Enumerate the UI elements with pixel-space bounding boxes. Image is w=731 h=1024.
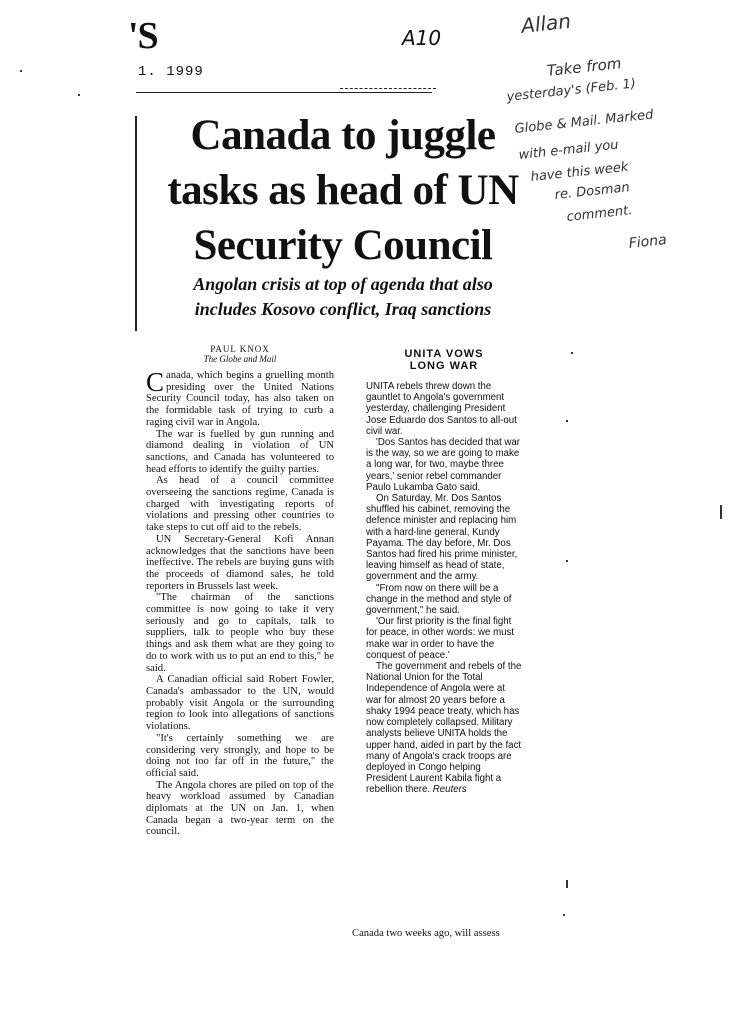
story-paragraph: A Canadian official said Robert Fowler, Canada's ambassador to the UN, would probably visit Angola or the surrounding region to look into allegations of sanctions violations.: [146, 674, 334, 733]
handwritten-note-line: Take from: [546, 54, 623, 80]
story-paragraph: The war is fuelled by gun running and diamond dealing in violation of UN sanctions, and Canada has volunteered to head efforts to identify the guilty parties.: [146, 428, 334, 475]
story-paragraph: The Angola chores are piled on top of the heavy workload assumed by Canadian diplomats at the UN on Jan. 1, when Canada began a two-year term on the council.: [146, 779, 334, 838]
sidebar-title-line: LONG WAR: [409, 360, 479, 372]
headline-line: Security Council: [193, 222, 493, 269]
sidebar-paragraph: UNITA rebels threw down the gauntlet to Angola's government yesterday, challenging President Jose Eduardo dos Santos to all-out civil war.: [366, 381, 517, 437]
left-column-rule: [135, 116, 137, 331]
publication-date: 1. 1999: [138, 64, 204, 80]
masthead-fragment: 'S: [128, 15, 158, 57]
sidebar-paragraph: "From now on there will be a change in the method and style of government," he said.: [366, 582, 512, 617]
scan-speck: [566, 880, 568, 888]
scan-speck: [20, 70, 22, 72]
handwritten-note-line: Globe & Mail. Marked: [514, 107, 655, 137]
story-paragraph-text: anada, which begins a gruelling month presiding over the United Nations Security Council today, has also taken on the formidable task of trying to curb a raging civil war in Angola.: [146, 370, 334, 428]
byline-organization: The Globe and Mail: [203, 354, 277, 364]
handwritten-note-line: comment.: [566, 203, 634, 225]
drop-cap: C: [146, 367, 165, 397]
sidebar-column: [366, 381, 522, 796]
byline-author: PAUL KNOX: [210, 344, 270, 354]
story-paragraph: [146, 367, 334, 429]
main-story-column: [146, 367, 334, 838]
headline-line: tasks as head of UN: [167, 167, 519, 214]
dashed-rule: [340, 88, 436, 89]
scan-speck: [720, 505, 722, 519]
scan-speck: [571, 352, 573, 354]
sidebar-paragraph-text: The government and rebels of the National Union for the Total Independence of Angola were at war for almost 20 years before a shaky 1994 peace treaty, which has now completely collapsed. Military analysts believe UNITA holds the upper hand, aided in part by the fact many of Angola's crack troops are deployed in Congo helping President Laurent Kabila fight a rebellion there.: [366, 661, 522, 796]
sidebar-paragraph: [366, 661, 522, 795]
handwritten-note-line: Allan: [520, 8, 572, 38]
sidebar-title: [366, 348, 522, 372]
story-paragraph: As head of a council committee overseeing the sanctions regime, Canada is charged with investigating reports of violations and pressing other countries to take steps to cut off aid to the rebels.: [146, 475, 334, 534]
subheadline: [160, 272, 526, 322]
handwritten-note-line: have this week: [530, 159, 630, 185]
headline-line: Canada to juggle: [190, 112, 496, 159]
story-paragraph: UN Secretary-General Kofi Annan acknowledges that the sanctions have been ineffective. The rebels are buying guns with the proceeds of diamond sales, he told reporters in Brussels last week.: [146, 533, 334, 592]
subheadline-line: includes Kosovo conflict, Iraq sanctions: [194, 299, 492, 319]
story-paragraph: "It's certainly something we are considering very strongly, and hope to be doing not too far off in the future," the official said.: [146, 732, 334, 779]
handwritten-note-signature: Fiona: [628, 232, 668, 252]
sidebar-paragraph: 'Our first priority is the final fight for peace, in other words: we must make war in order to have the conquest of peace.': [366, 616, 515, 661]
scan-speck: [563, 914, 565, 916]
handwritten-note-line: re. Dosman: [554, 180, 631, 203]
scan-speck: [566, 560, 568, 562]
handwritten-note-line: yesterday's (Feb. 1): [506, 76, 637, 105]
byline: [140, 344, 340, 364]
story-paragraph: "The chairman of the sanctions committee is now going to take it very seriously and go to capitals, talk to suppliers, talk to people who buy these things and ask them what are they going to do to work with us to put an end to this," he said.: [146, 592, 334, 674]
wire-credit: Reuters: [432, 784, 467, 796]
scan-speck: [566, 420, 568, 422]
subheadline-line: Angolan crisis at top of agenda that also: [193, 274, 493, 294]
sidebar-paragraph: On Saturday, Mr. Dos Santos shuffled his cabinet, removing the defence minister and replacing him with a hard-line general, Kundy Payama. The day before, Mr. Dos Santos had fired his prime minister, leaving himself as head of state, government and the army.: [366, 493, 518, 583]
sidebar-paragraph: 'Dos Santos has decided that war is the way, so we are going to make a long war, for two, maybe three years,' senior rebel commander Paulo Lukamba Gato said.: [366, 437, 521, 493]
continued-story-line: Canada two weeks ago, will assess: [352, 928, 500, 939]
handwritten-note-line: with e-mail you: [518, 137, 620, 163]
scan-speck: [78, 94, 80, 96]
headline: [160, 108, 526, 273]
page-number-annotation: A10: [402, 26, 442, 50]
sidebar-title-line: UNITA VOWS: [404, 348, 484, 360]
top-rule: [136, 92, 432, 93]
